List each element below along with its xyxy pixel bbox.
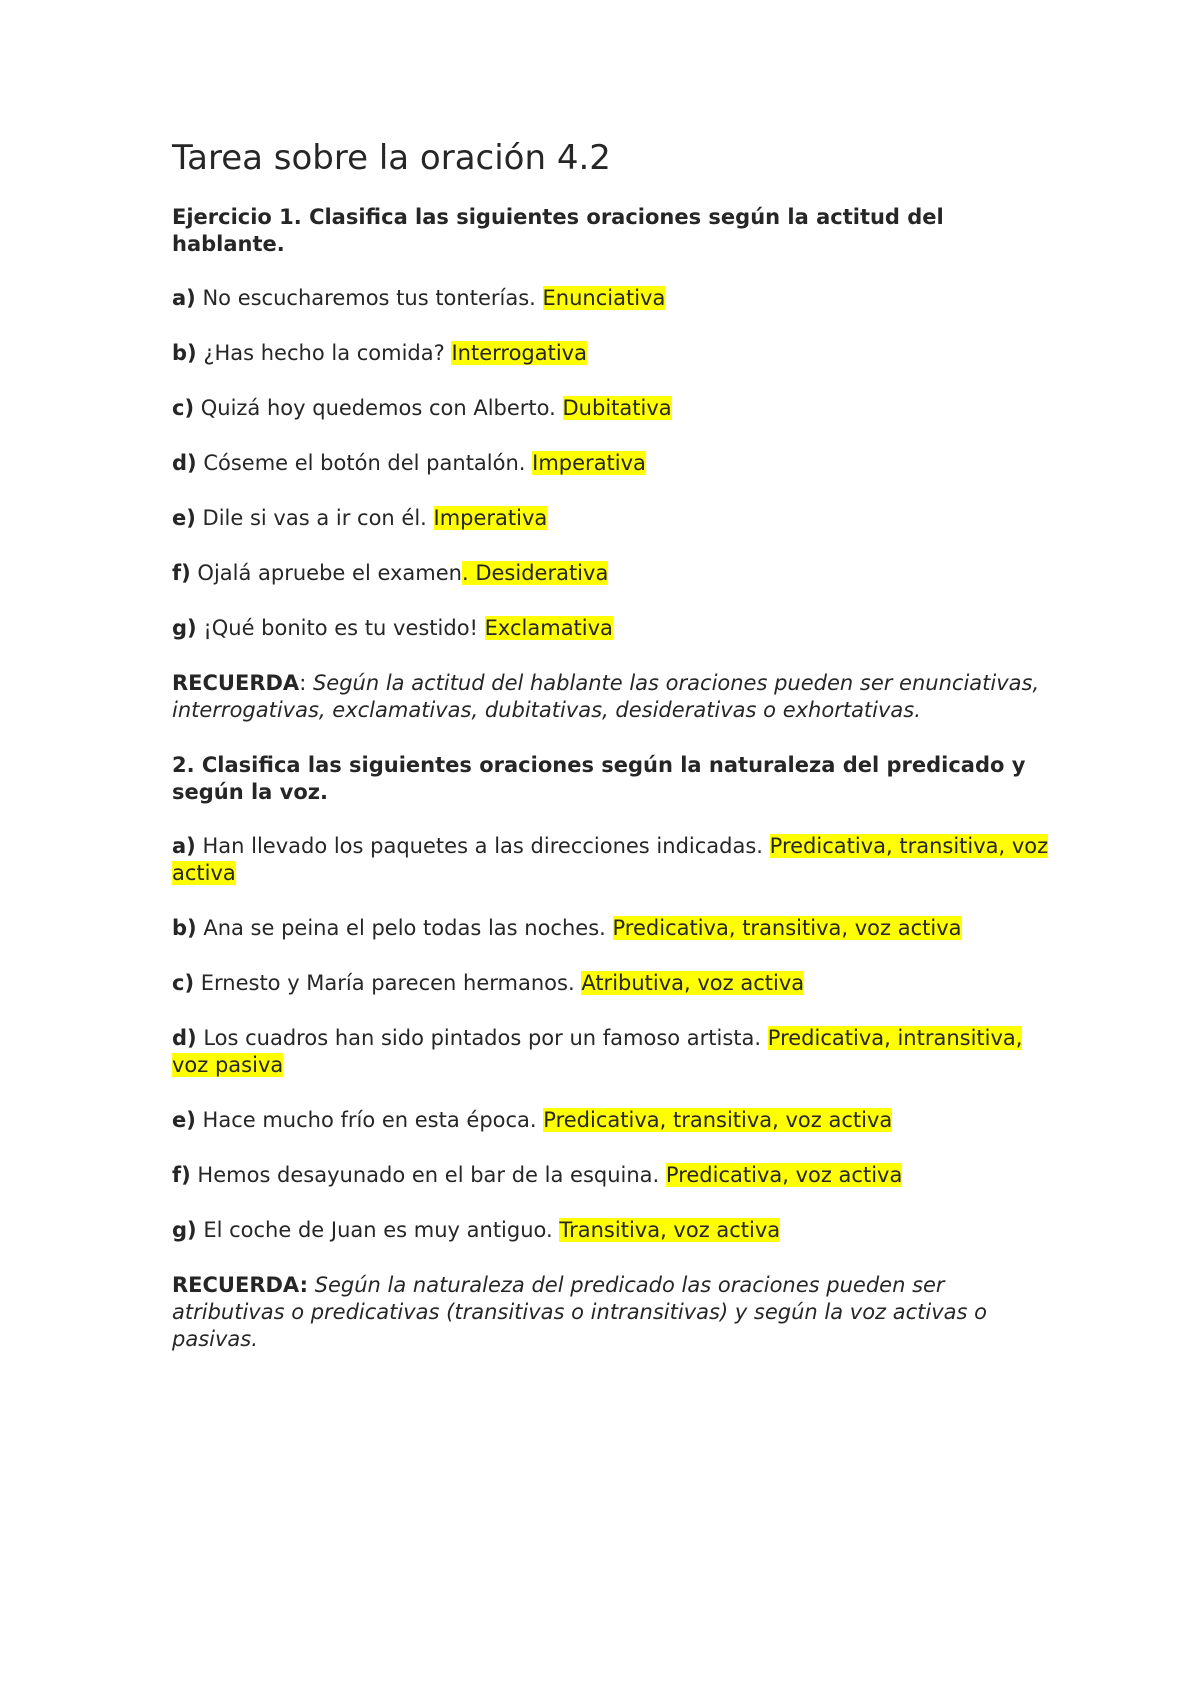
reminder-text: Según la actitud del hablante las oraciones pueden ser enunciativas, interrogativas, exclamativas, dubitativas, desiderativas o exhortativas.	[172, 671, 1040, 723]
item-letter: g)	[172, 616, 197, 641]
item-letter: g)	[172, 1218, 197, 1243]
item-letter: c)	[172, 396, 195, 421]
exercise-2-item-e	[172, 1107, 1052, 1134]
item-letter: f)	[172, 1163, 191, 1188]
item-letter: f)	[172, 561, 191, 586]
item-answer: Enunciativa	[542, 286, 666, 311]
exercise-1-item-c	[172, 395, 1052, 422]
reminder-separator: :	[299, 671, 307, 696]
item-answer: Imperativa	[433, 506, 548, 531]
reminder-label: RECUERDA	[172, 671, 300, 696]
item-letter: b)	[172, 341, 197, 366]
exercise-1-item-f	[172, 560, 1052, 587]
item-sentence: No escucharemos tus tonterías.	[202, 286, 536, 311]
item-sentence: Ernesto y María parecen hermanos.	[200, 971, 575, 996]
item-letter: e)	[172, 506, 196, 531]
item-sentence: El coche de Juan es muy antiguo.	[203, 1218, 553, 1243]
exercise-1-item-d	[172, 450, 1052, 477]
item-sentence: Dile si vas a ir con él.	[202, 506, 427, 531]
exercise-1-item-b	[172, 340, 1052, 367]
item-answer: . Desiderativa	[461, 561, 609, 586]
item-letter: a)	[172, 834, 196, 859]
item-letter: e)	[172, 1108, 196, 1133]
exercise-1-reminder	[172, 670, 1052, 724]
item-answer: Predicativa, transitiva, voz activa	[543, 1108, 893, 1133]
item-letter: a)	[172, 286, 196, 311]
item-answer: Predicativa, transitiva, voz activa	[612, 916, 962, 941]
item-answer: Predicativa, intransitiva, voz pasiva	[172, 1026, 1023, 1078]
item-sentence: Cóseme el botón del pantalón.	[203, 451, 526, 476]
exercise-2-item-f	[172, 1162, 1052, 1189]
exercise-2-heading: 2. Clasifica las siguientes oraciones según la naturaleza del predicado y según la voz.	[172, 753, 1026, 805]
exercise-1-heading: Ejercicio 1. Clasifica las siguientes oraciones según la actitud del hablante.	[172, 205, 944, 257]
item-answer: Exclamativa	[484, 616, 613, 641]
item-sentence: Ojalá apruebe el examen	[197, 561, 462, 586]
item-sentence: Hace mucho frío en esta época.	[202, 1108, 537, 1133]
item-sentence: Quizá hoy quedemos con Alberto.	[200, 396, 556, 421]
item-answer: Imperativa	[532, 451, 646, 476]
exercise-2-item-d	[172, 1025, 1052, 1079]
document-page	[172, 136, 1052, 1381]
exercise-2-item-g	[172, 1217, 1052, 1244]
item-letter: d)	[172, 1026, 197, 1051]
reminder-text: Según la naturaleza del predicado las oraciones pueden ser atributivas o predicativas (transitivas o intransitivas) y según la voz activas o pasivas.	[172, 1273, 988, 1352]
item-sentence: Han llevado los paquetes a las direcciones indicadas.	[202, 834, 763, 859]
document-title: Tarea sobre la oración 4.2	[172, 138, 611, 178]
reminder-label: RECUERDA:	[172, 1273, 308, 1298]
item-answer: Predicativa, transitiva, voz activa	[172, 834, 1049, 886]
item-sentence: ¿Has hecho la comida?	[203, 341, 445, 366]
exercise-1-item-g	[172, 615, 1052, 642]
item-answer: Transitiva, voz activa	[559, 1218, 781, 1243]
exercise-2-item-a	[172, 833, 1052, 887]
exercise-2-reminder	[172, 1272, 1052, 1353]
item-letter: b)	[172, 916, 197, 941]
item-sentence: Ana se peina el pelo todas las noches.	[203, 916, 606, 941]
item-letter: c)	[172, 971, 195, 996]
item-sentence: Hemos desayunado en el bar de la esquina.	[197, 1163, 660, 1188]
exercise-2-item-b	[172, 915, 1052, 942]
item-answer: Atributiva, voz activa	[581, 971, 805, 996]
exercise-1-item-e	[172, 505, 1052, 532]
item-sentence: Los cuadros han sido pintados por un famoso artista.	[203, 1026, 762, 1051]
exercise-2-item-c	[172, 970, 1052, 997]
item-answer: Dubitativa	[562, 396, 672, 421]
item-answer: Predicativa, voz activa	[665, 1163, 903, 1188]
item-answer: Interrogativa	[451, 341, 587, 366]
item-sentence: ¡Qué bonito es tu vestido!	[203, 616, 478, 641]
item-letter: d)	[172, 451, 197, 476]
exercise-1-item-a	[172, 285, 1052, 312]
